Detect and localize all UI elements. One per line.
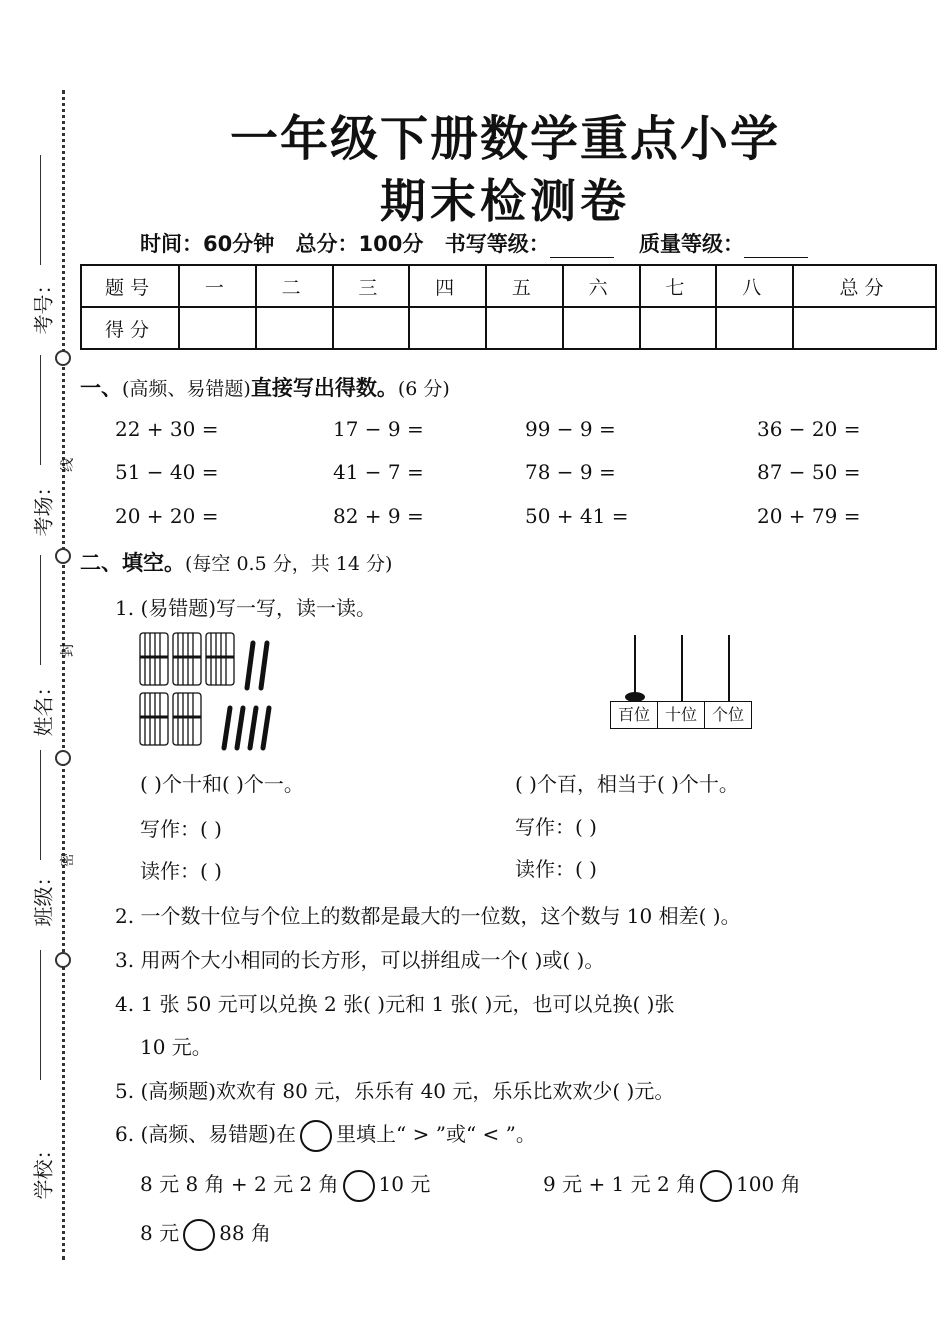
binding-ring <box>55 548 71 564</box>
q2[interactable]: 2. 一个数十位与个位上的数都是最大的一位数，这个数与 10 相差( )。 <box>115 904 741 928</box>
calc-item[interactable]: 50 + 41 = <box>525 504 629 528</box>
score-cell[interactable] <box>179 307 256 349</box>
writing-grade-label: 书写等级： <box>444 232 550 256</box>
side-mark-seal: 封 <box>60 643 76 657</box>
exam-total: 总分：100分 <box>295 232 424 256</box>
q4-line2: 10 元。 <box>140 1035 212 1059</box>
score-table-col: 二 <box>256 265 333 307</box>
abacus-label: 百位 <box>611 702 658 728</box>
q5[interactable]: 5. (高频题)欢欢有 80 元，乐乐有 40 元，乐乐比欢欢少( )元。 <box>115 1079 675 1103</box>
q6-stem-b: 里填上“ > ”或“ < ”。 <box>336 1122 536 1146</box>
score-table-col: 七 <box>640 265 717 307</box>
score-cell[interactable] <box>716 307 793 349</box>
binding-ring <box>55 750 71 766</box>
compare-left: 9 元 + 1 元 2 角 <box>543 1172 697 1196</box>
side-label-exam-number: 考号： <box>31 274 56 335</box>
side-label-school: 学校： <box>31 1139 56 1200</box>
name-line <box>40 555 41 665</box>
score-table-col: 总分 <box>793 265 936 307</box>
q1-left-write[interactable]: 写作：( ) <box>140 817 222 841</box>
section1-heading <box>80 372 450 402</box>
page-title: 一年级下册数学重点小学 <box>229 111 780 167</box>
name-line <box>40 950 41 1080</box>
calc-item[interactable]: 36 − 20 = <box>757 417 861 441</box>
calc-item[interactable]: 99 − 9 = <box>525 417 616 441</box>
section1-number: 一、 <box>80 376 122 400</box>
score-table-col: 六 <box>563 265 640 307</box>
binding-ring <box>55 952 71 968</box>
side-label-name: 姓名： <box>31 676 56 737</box>
binding-ring <box>55 350 71 366</box>
compare-right: 88 角 <box>219 1221 271 1245</box>
name-line <box>40 355 41 465</box>
score-table-score-row <box>81 307 936 349</box>
calc-item[interactable]: 87 − 50 = <box>757 460 861 484</box>
score-table-header-label: 题号 <box>81 265 179 307</box>
section1-text: 直接写出得数。 <box>250 376 398 400</box>
score-cell[interactable] <box>640 307 717 349</box>
score-table-col: 四 <box>409 265 486 307</box>
side-label-class: 班级： <box>31 866 56 927</box>
side-mark-line: 线 <box>60 458 76 472</box>
compare-right: 100 角 <box>736 1172 801 1196</box>
compare-right: 10 元 <box>378 1172 431 1196</box>
compare-item <box>140 1217 271 1251</box>
abacus-rod <box>728 635 730 702</box>
calc-item[interactable]: 20 + 79 = <box>757 504 861 528</box>
score-table-header-row <box>81 265 936 307</box>
calc-item[interactable]: 82 + 9 = <box>333 504 424 528</box>
score-table-col: 五 <box>486 265 563 307</box>
section1-score: (6 分) <box>397 378 450 400</box>
section1-tag: (高频、易错题) <box>122 378 251 400</box>
exam-time: 时间：60分钟 <box>140 232 275 256</box>
abacus-rod <box>681 635 683 702</box>
compare-item <box>543 1168 801 1202</box>
score-table <box>80 264 937 350</box>
compare-answer-circle[interactable] <box>183 1219 215 1251</box>
quality-grade-label: 质量等级： <box>639 232 745 256</box>
calc-item[interactable]: 51 − 40 = <box>115 460 219 484</box>
calc-item[interactable]: 78 − 9 = <box>525 460 616 484</box>
q1-left-read[interactable]: 读作：( ) <box>140 859 222 883</box>
calc-item[interactable]: 22 + 30 = <box>115 417 219 441</box>
abacus <box>610 635 752 730</box>
score-table-col: 三 <box>333 265 410 307</box>
q4-line1[interactable]: 4. 1 张 50 元可以兑换 2 张( )元和 1 张( )元，也可以兑换( )张 <box>115 992 675 1016</box>
compare-answer-circle[interactable] <box>343 1170 375 1202</box>
abacus-labels <box>610 701 752 729</box>
q3[interactable]: 3. 用两个大小相同的长方形，可以拼组成一个( )或( )。 <box>115 948 605 972</box>
compare-circle-icon <box>300 1120 332 1152</box>
score-cell[interactable] <box>563 307 640 349</box>
compare-answer-circle[interactable] <box>700 1170 732 1202</box>
single-sticks-icon <box>224 643 269 748</box>
score-table-col: 一 <box>179 265 256 307</box>
abacus-label: 个位 <box>711 705 744 724</box>
q1-right-write[interactable]: 写作：( ) <box>515 815 597 839</box>
compare-item <box>140 1168 430 1202</box>
calc-item[interactable]: 17 − 9 = <box>333 417 424 441</box>
score-cell[interactable] <box>333 307 410 349</box>
compare-left: 8 元 8 角 + 2 元 2 角 <box>140 1172 339 1196</box>
writing-grade-blank[interactable] <box>550 239 614 258</box>
q1-left-line[interactable]: ( )个十和( )个一。 <box>140 772 304 796</box>
side-label-exam-room: 考场： <box>31 476 56 537</box>
q1-right-line[interactable]: ( )个百，相当于( )个十。 <box>515 772 739 796</box>
calc-item[interactable]: 41 − 7 = <box>333 460 424 484</box>
score-cell[interactable] <box>409 307 486 349</box>
q1-stem: 1. (易错题)写一写，读一读。 <box>115 596 377 620</box>
score-cell[interactable] <box>256 307 333 349</box>
q1-right-read[interactable]: 读作：( ) <box>515 857 597 881</box>
stick-bundles-illustration <box>135 628 285 753</box>
abacus-label: 十位 <box>658 702 705 728</box>
section2-title: 二、填空。 <box>80 551 185 575</box>
section2-score: (每空 0.5 分，共 14 分) <box>185 553 393 575</box>
quality-grade-blank[interactable] <box>744 239 808 258</box>
name-line <box>40 750 41 860</box>
side-mark-secret: 密 <box>60 853 76 867</box>
score-table-row-label: 得分 <box>81 307 179 349</box>
score-cell[interactable] <box>793 307 936 349</box>
bundle-icon <box>140 633 234 745</box>
score-table-col: 八 <box>716 265 793 307</box>
q6-stem-a: 6. (高频、易错题)在 <box>115 1122 297 1146</box>
q6-stem <box>115 1118 536 1152</box>
binding-dotted-line <box>62 90 65 1260</box>
calc-item[interactable]: 20 + 20 = <box>115 504 219 528</box>
section2-heading <box>80 547 392 577</box>
exam-meta <box>140 228 822 258</box>
compare-left: 8 元 <box>140 1221 180 1245</box>
page-subtitle: 期末检测卷 <box>380 174 630 228</box>
score-cell[interactable] <box>486 307 563 349</box>
